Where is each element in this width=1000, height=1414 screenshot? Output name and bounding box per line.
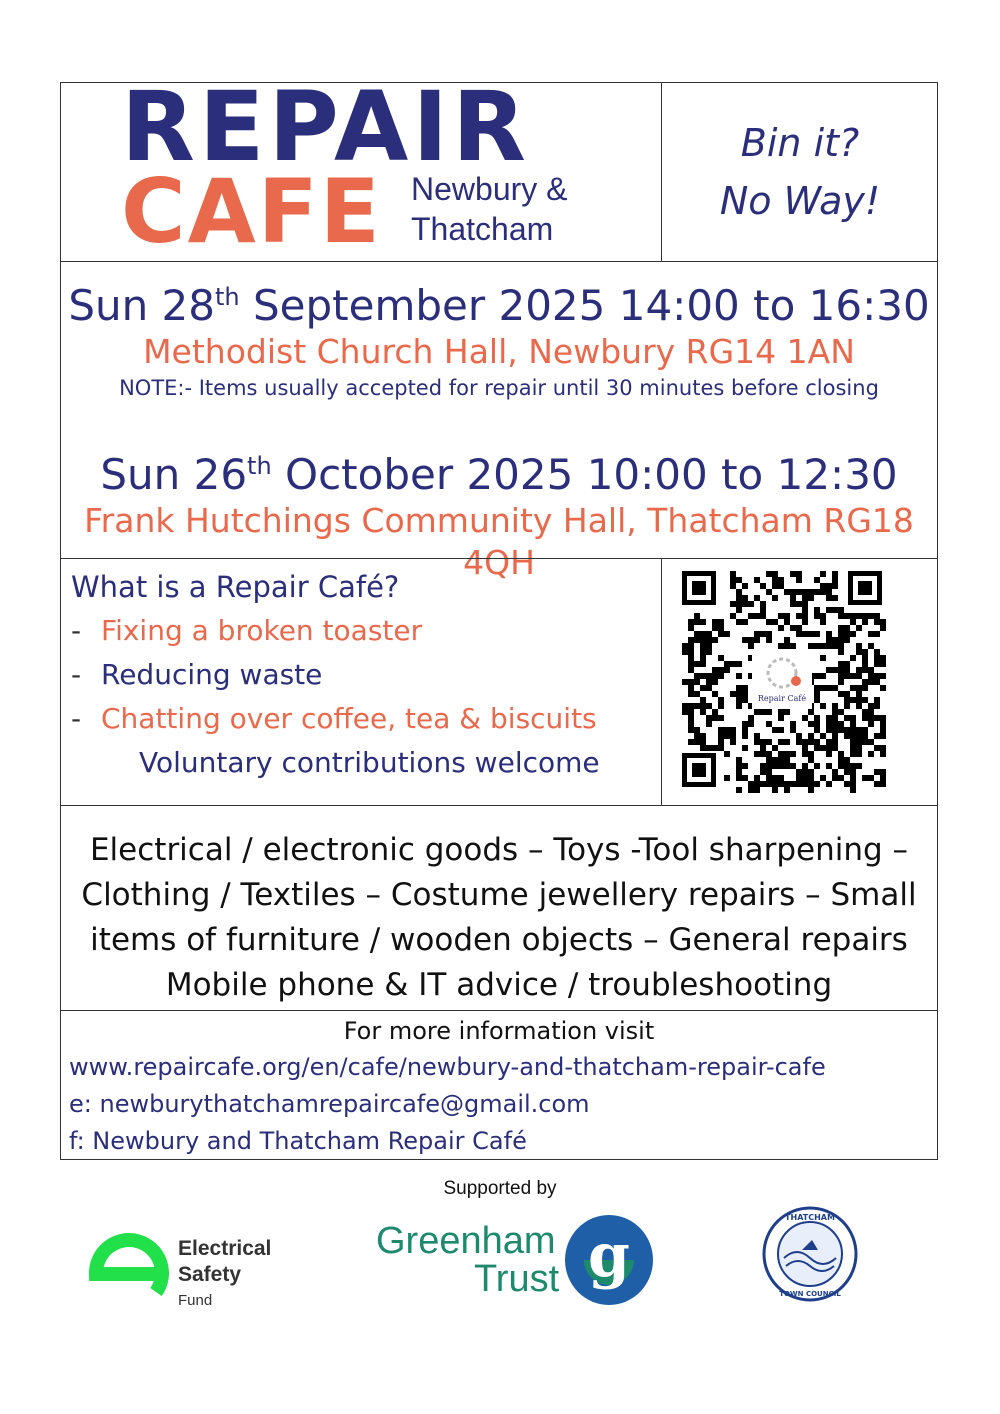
council-bottom-text: TOWN COUNCIL [779,1290,841,1298]
event-1-venue: Methodist Church Hall, Newbury RG14 1AN [143,332,855,371]
contributions-note: Voluntary contributions welcome [139,746,600,779]
info-heading: For more information visit [343,1017,655,1045]
electrical-safety-fund-logo [82,1224,302,1318]
list-item-text: Chatting over coffee, tea & biscuits [101,702,597,735]
esf-line1: Electrical [178,1237,272,1260]
list-item [71,609,661,653]
council-top-text: THATCHAM [785,1213,835,1222]
facebook-link[interactable]: f: Newbury and Thatcham Repair Café [69,1127,527,1155]
supported-by-label: Supported by [443,1178,557,1199]
event-2-date-day: Sun 26 [100,450,248,499]
services-section [60,805,938,1011]
esf-line3: Fund [178,1292,213,1309]
event-1-date [61,272,937,331]
event-2-venue: Frank Hutchings Community Hall, Thatcham RG18 4QH [84,501,914,582]
list-item-text: Fixing a broken toaster [101,614,423,647]
logo-place-line2: Thatcham [411,211,554,247]
tagline [661,83,938,261]
logo-cafe-word: CAFE [121,160,382,263]
qr-caption: Repair Café [757,694,807,703]
list-item [71,697,661,741]
event-1-date-rest: September 2025 14:00 to 16:30 [239,281,930,330]
greenham-g-icon [564,1214,654,1306]
tagline-line1: Bin it? [740,121,860,165]
greenham-trust-logo [376,1212,666,1308]
event-2-date [61,441,937,500]
event-1-date-day: Sun 28 [68,281,216,330]
bullet-dash: - [71,702,82,735]
council-seal-icon [762,1206,858,1302]
logo-place-name [411,169,568,249]
list-item-text: Reducing waste [101,658,323,691]
what-is-section [60,558,938,806]
website-link[interactable]: www.repaircafe.org/en/cafe/newbury-and-thatcham-repair-cafe [69,1053,826,1081]
event-note: NOTE:- Items usually accepted for repair until 30 minutes before closing [119,376,879,400]
event-1-date-ordinal: th [215,283,240,311]
svg-text:g: g [588,1221,630,1291]
event-2-date-ordinal: th [247,452,272,480]
header-section [60,71,938,263]
esf-e-icon [82,1224,172,1318]
logo-place-line1: Newbury & [411,171,568,207]
repair-cafe-logo [61,71,661,263]
email-link[interactable]: e: newburythatchamrepaircafe@gmail.com [69,1090,590,1118]
services-line: items of furniture / wooden objects – General repairs [90,922,908,958]
bullet-dash: - [71,614,82,647]
services-line: Mobile phone & IT advice / troubleshooting [165,967,833,1003]
event-dates-section [60,261,938,582]
services-line: Electrical / electronic goods – Toys -Tool sharpening – [89,832,909,868]
info-section [60,1010,938,1160]
greenham-line1: Greenham [376,1220,556,1262]
services-line: Clothing / Textiles – Costume jewellery repairs – Small [81,877,917,913]
thatcham-town-council-seal [762,1206,858,1302]
event-2-date-rest: October 2025 10:00 to 12:30 [271,450,898,499]
qr-code[interactable] [674,563,890,795]
logo-repair-word: REPAIR [121,71,530,183]
tagline-line2: No Way! [719,179,881,223]
bullet-dash: - [71,658,82,691]
esf-line2: Safety [178,1263,242,1286]
what-is-title: What is a Repair Café? [71,570,400,604]
greenham-line2: Trust [474,1258,560,1300]
qr-cell [661,559,938,805]
list-item [71,653,661,697]
